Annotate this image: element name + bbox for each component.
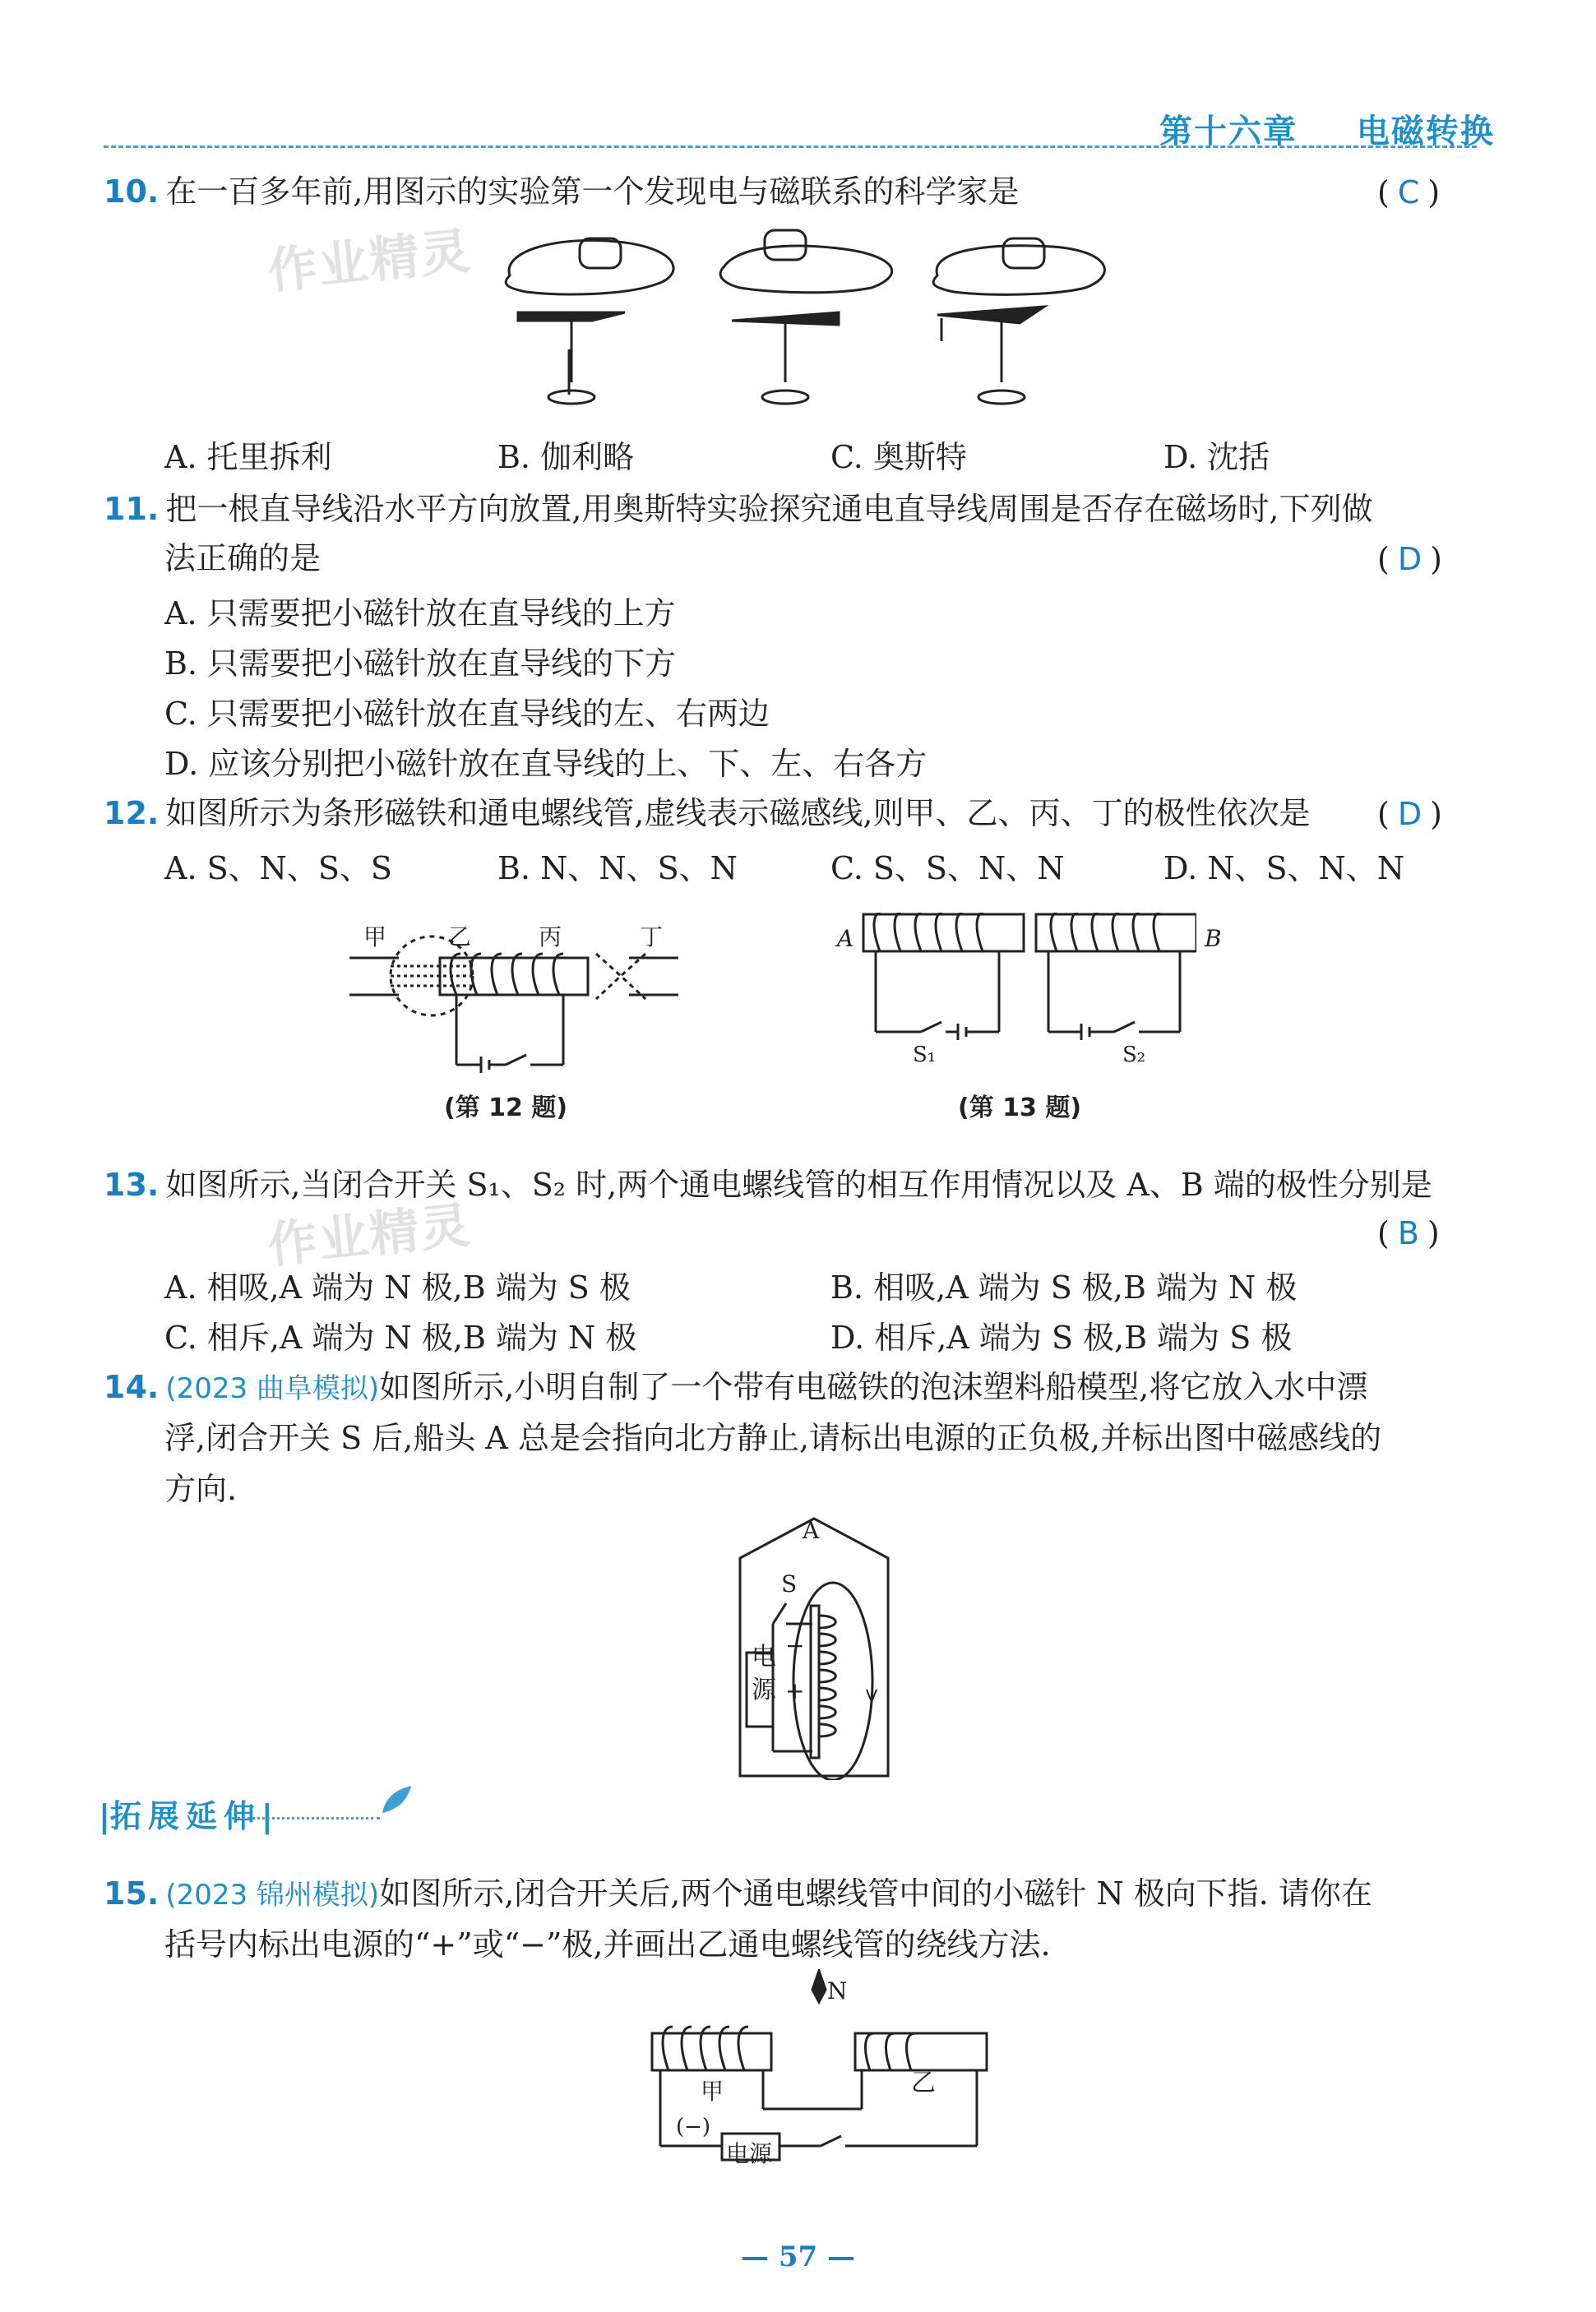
figure-12-caption: (第 12 题) xyxy=(444,1094,568,1122)
answer-11: ( D ) xyxy=(1377,541,1442,577)
figure-12-solenoid-magnets xyxy=(349,917,678,1081)
question-text: 如图所示为条形磁铁和通电螺线管,虚线表示磁感线,则甲、乙、丙、丁的极性依次是 xyxy=(165,795,1311,831)
page-number: — 57 — xyxy=(741,2240,855,2273)
fig15-label-n: N xyxy=(827,1977,848,2005)
q10-option-a: A. 托里拆利 xyxy=(164,439,332,475)
fig12-label-bing: 丙 xyxy=(539,923,562,950)
watermark: 作业精灵 xyxy=(265,1196,474,1275)
fig14-label-s: S xyxy=(781,1570,798,1598)
figure-13-caption: (第 13 题) xyxy=(958,1094,1082,1122)
oersted-experiment-figure xyxy=(493,218,1143,415)
question-text: 如图所示,闭合开关后,两个通电螺线管中间的小磁针 N 极向下指. 请你在 xyxy=(379,1875,1372,1912)
chapter-number: 第十六章 xyxy=(1159,113,1298,150)
q12-option-c: C. S、S、N、N xyxy=(830,850,1065,886)
header-divider xyxy=(104,146,1477,148)
fig12-label-yi: 乙 xyxy=(448,923,472,950)
q10-option-b: B. 伽利略 xyxy=(497,439,635,475)
fig13-label-s1: S₁ xyxy=(913,1043,937,1067)
question-number: 11. xyxy=(104,491,160,527)
question-text: 如图所示,当闭合开关 S₁、S₂ 时,两个通电螺线管的相互作用情况以及 A、B 端的极性分别是 xyxy=(165,1167,1432,1203)
question-10 xyxy=(104,166,1019,217)
q13-option-b: B. 相吸,A 端为 S 极,B 端为 N 极 xyxy=(830,1269,1298,1306)
q12-option-d: D. N、S、N、N xyxy=(1163,850,1405,886)
q12-option-a: A. S、N、S、S xyxy=(164,850,392,886)
fig14-label-plus: + xyxy=(785,1677,805,1704)
question-source: (2023 锦州模拟) xyxy=(165,1879,380,1912)
q13-option-d: D. 相斥,A 端为 S 极,B 端为 S 极 xyxy=(830,1320,1293,1356)
question-15-line2: 括号内标出电源的“+”或“−”极,并画出乙通电螺线管的绕线方法. xyxy=(164,1926,1051,1963)
fig14-label-minus: − xyxy=(785,1632,805,1659)
q10-option-c: C. 奥斯特 xyxy=(830,439,967,475)
q11-option-c: C. 只需要把小磁针放在直导线的左、右两边 xyxy=(164,696,770,732)
question-number: 14. xyxy=(104,1369,160,1405)
fig13-label-s2: S₂ xyxy=(1122,1043,1146,1067)
watermark: 作业精灵 xyxy=(265,222,474,301)
fig14-label-yuan: 源 xyxy=(752,1676,776,1704)
fig14-label-a: A xyxy=(803,1517,820,1544)
figure-15-two-solenoids-compass xyxy=(648,1969,993,2175)
question-source: (2023 曲阜模拟) xyxy=(165,1372,380,1405)
question-15 xyxy=(104,1868,1372,1921)
q10-option-d: D. 沈括 xyxy=(1163,439,1270,475)
question-12 xyxy=(104,788,1311,839)
section-header: |拓展延伸| xyxy=(99,1798,273,1834)
answer-value: D xyxy=(1397,541,1423,577)
question-14-line3: 方向. xyxy=(164,1471,238,1507)
section-title: 拓展延伸 xyxy=(109,1798,261,1834)
answer-12: ( D ) xyxy=(1377,796,1442,832)
q13-option-a: A. 相吸,A 端为 N 极,B 端为 S 极 xyxy=(164,1269,631,1306)
fig15-label-terminal: (−) xyxy=(676,2115,711,2139)
answer-value: C xyxy=(1397,174,1420,210)
fig14-label-dian: 电 xyxy=(752,1643,776,1672)
fig12-label-ding: 丁 xyxy=(640,923,664,950)
answer-13: ( B ) xyxy=(1377,1215,1440,1251)
question-number: 10. xyxy=(104,173,160,210)
q11-option-a: A. 只需要把小磁针放在直导线的上方 xyxy=(164,595,676,631)
answer-value: D xyxy=(1397,796,1423,832)
question-number: 13. xyxy=(104,1167,160,1203)
chapter-title: 电磁转换 xyxy=(1356,113,1495,150)
question-text: 如图所示,小明自制了一个带有电磁铁的泡沫塑料船模型,将它放入水中漂 xyxy=(379,1369,1368,1405)
question-11-line2: 法正确的是 xyxy=(164,540,322,576)
leaf-icon xyxy=(378,1784,415,1817)
fig12-label-jia: 甲 xyxy=(363,923,387,950)
q13-option-c: C. 相斥,A 端为 N 极,B 端为 N 极 xyxy=(164,1320,637,1356)
fig13-label-b: B xyxy=(1205,925,1222,952)
fig15-label-yi: 乙 xyxy=(911,2069,936,2097)
q12-option-b: B. N、N、S、N xyxy=(497,850,738,886)
question-text: 在一百多年前,用图示的实验第一个发现电与磁联系的科学家是 xyxy=(165,173,1020,210)
question-14-line2: 浮,闭合开关 S 后,船头 A 总是会指向北方静止,请标出电源的正负极,并标出图中磁感线的 xyxy=(164,1420,1382,1456)
question-text: 把一根直导线沿水平方向放置,用奥斯特实验探究通电直导线周围是否存在磁场时,下列做 xyxy=(165,491,1373,527)
question-number: 15. xyxy=(104,1875,160,1912)
fig13-label-a: A xyxy=(837,925,854,952)
fig15-label-jia: 甲 xyxy=(701,2078,724,2105)
q11-option-d: D. 应该分别把小磁针放在直导线的上、下、左、右各方 xyxy=(164,746,928,782)
fig15-label-power: 电源 xyxy=(726,2140,773,2167)
question-11 xyxy=(104,483,1373,534)
q11-option-b: B. 只需要把小磁针放在直导线的下方 xyxy=(164,645,677,682)
question-14 xyxy=(104,1362,1367,1414)
answer-value: B xyxy=(1397,1215,1419,1251)
section-divider xyxy=(232,1817,380,1820)
answer-10: ( C ) xyxy=(1377,174,1441,210)
question-number: 12. xyxy=(104,795,160,831)
